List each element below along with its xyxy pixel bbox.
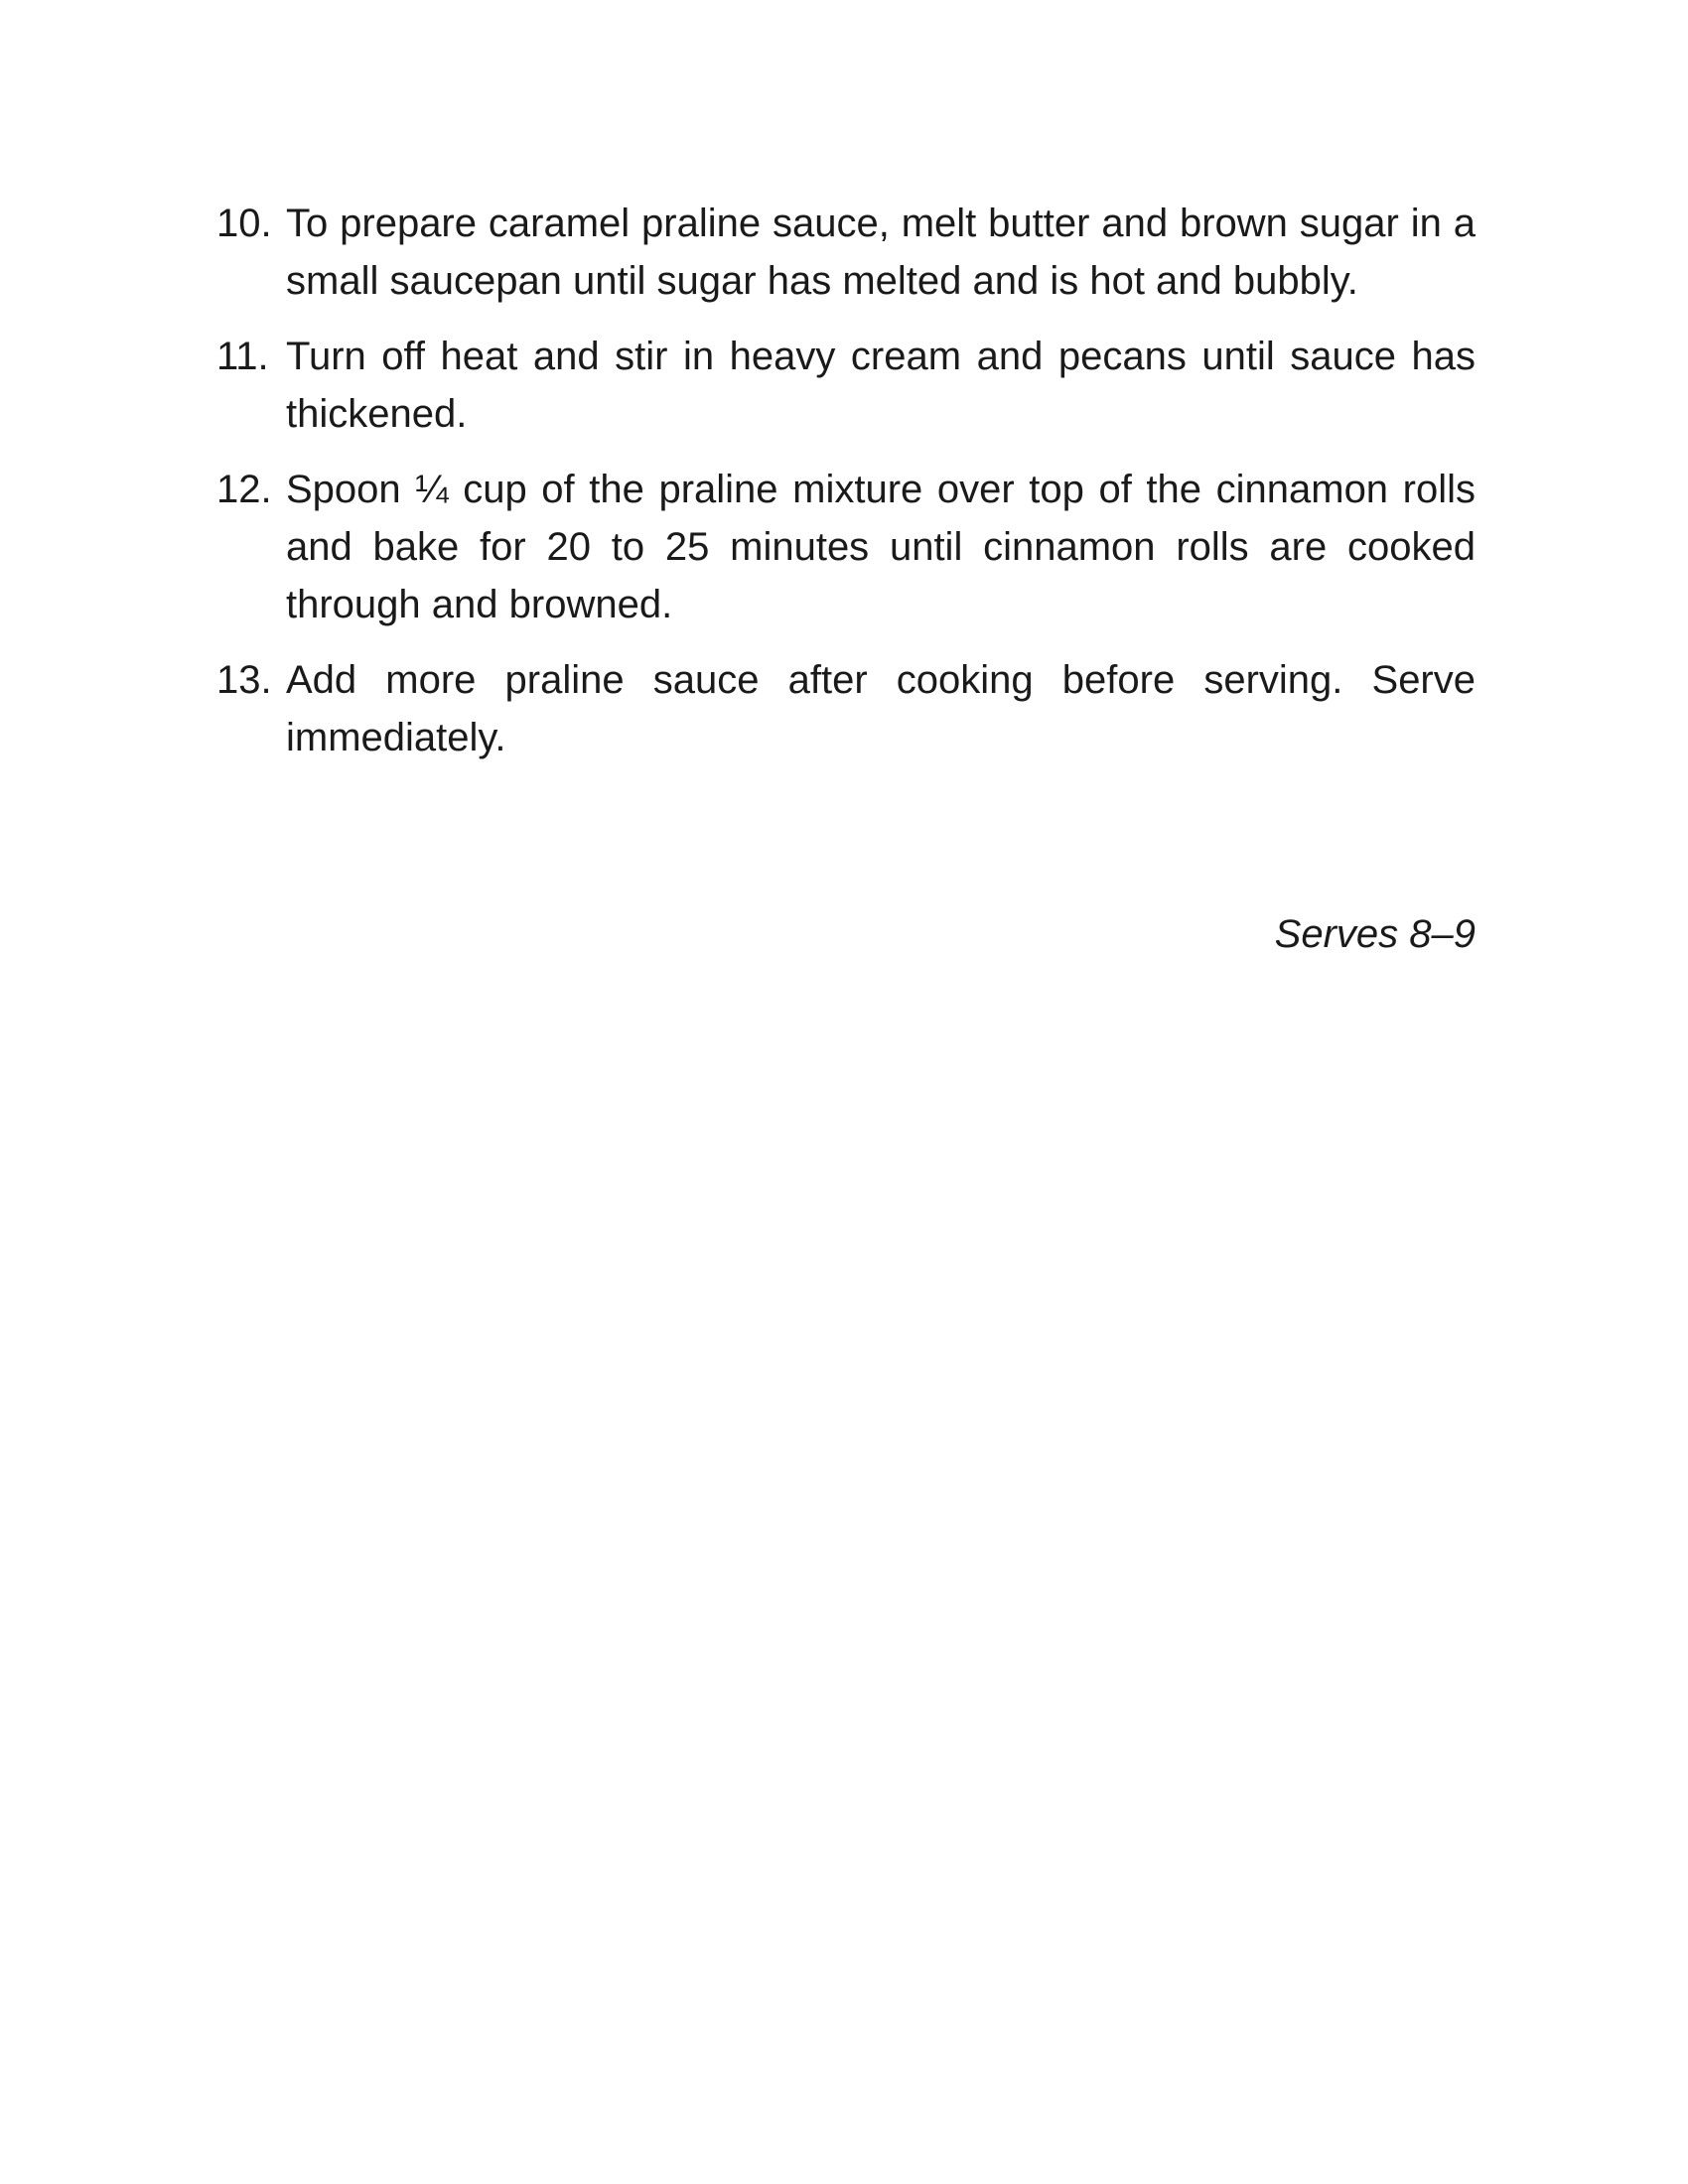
instruction-step [216,328,1476,443]
step-text: To prepare caramel praline sauce, melt butter and brown sugar in a small saucepan until sugar has melted and is hot and bubbly. [286,202,1476,303]
step-number: 13. [216,658,272,702]
instruction-step [216,461,1476,633]
servings-note: Serves 8–9 [1274,912,1476,956]
instruction-step [216,651,1476,766]
instruction-list [216,195,1476,784]
step-text: Spoon ¼ cup of the praline mixture over top of the cinnamon rolls and bake for 20 to 25 minutes until cinnamon rolls are cooked through and browned. [286,468,1476,626]
step-number: 10. [216,202,272,245]
step-number: 11. [216,335,269,378]
step-number: 12. [216,468,272,511]
instruction-step [216,195,1476,310]
step-text: Add more praline sauce after cooking before serving. Serve immediately. [286,658,1476,759]
step-text: Turn off heat and stir in heavy cream and pecans until sauce has thickened. [286,335,1476,436]
